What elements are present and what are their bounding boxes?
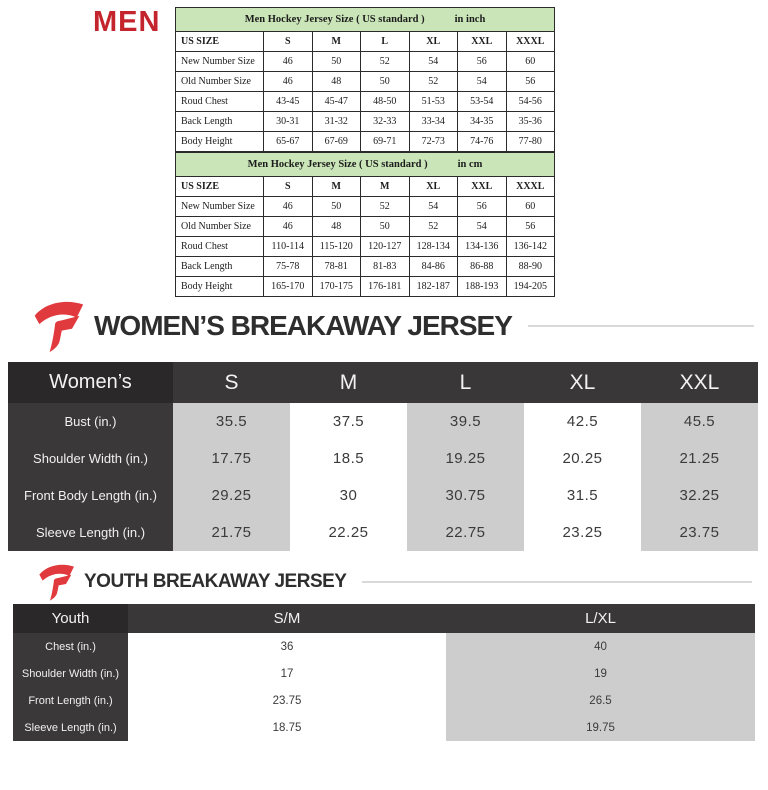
value-cell: 29.25 — [173, 477, 290, 514]
row-label-cell: New Number Size — [176, 197, 264, 217]
header-row — [13, 604, 755, 633]
value-cell: 165-170 — [264, 277, 313, 297]
table-corner-header: Youth — [13, 604, 128, 633]
value-cell: 32.25 — [641, 477, 758, 514]
value-cell: 134-136 — [458, 237, 507, 257]
table-row — [13, 660, 755, 687]
men-table-row — [176, 177, 555, 197]
row-label-cell: Shoulder Width (in.) — [13, 660, 128, 687]
value-cell: 170-175 — [312, 277, 361, 297]
value-cell: 50 — [361, 217, 410, 237]
value-cell: 54 — [409, 197, 458, 217]
value-cell: S — [264, 177, 313, 197]
value-cell: 74-76 — [458, 132, 507, 152]
value-cell: 43-45 — [264, 92, 313, 112]
value-cell: 19 — [446, 660, 755, 687]
value-cell: 52 — [409, 217, 458, 237]
value-cell: XXL — [458, 32, 507, 52]
value-cell: 136-142 — [506, 237, 555, 257]
table-row — [13, 687, 755, 714]
men-table-row — [176, 52, 555, 72]
value-cell: 21.75 — [173, 514, 290, 551]
men-table-title: Men Hockey Jersey Size ( US standard ) — [247, 159, 428, 170]
value-cell: M — [312, 177, 361, 197]
men-table-row — [176, 197, 555, 217]
value-cell: 52 — [361, 52, 410, 72]
row-label-cell: Back Length — [176, 112, 264, 132]
value-cell: XL — [409, 177, 458, 197]
value-cell: 21.25 — [641, 440, 758, 477]
value-cell: M — [312, 32, 361, 52]
table-row — [13, 633, 755, 660]
value-cell: 67-69 — [312, 132, 361, 152]
value-cell: 188-193 — [458, 277, 507, 297]
value-cell: 45-47 — [312, 92, 361, 112]
value-cell: 36 — [128, 633, 446, 660]
value-cell: 37.5 — [290, 403, 407, 440]
value-cell: 45.5 — [641, 403, 758, 440]
row-label-cell: Body Height — [176, 277, 264, 297]
men-table-row — [176, 277, 555, 297]
value-cell: 50 — [312, 52, 361, 72]
value-cell: L — [361, 32, 410, 52]
value-cell: S — [264, 32, 313, 52]
value-cell: 17.75 — [173, 440, 290, 477]
row-label-cell: Body Height — [176, 132, 264, 152]
value-cell: 176-181 — [361, 277, 410, 297]
value-cell: 39.5 — [407, 403, 524, 440]
row-label-cell: Roud Chest — [176, 237, 264, 257]
header-row — [8, 362, 758, 403]
youth-section-title: YOUTH BREAKAWAY JERSEY — [84, 571, 347, 592]
value-cell: 32-33 — [361, 112, 410, 132]
value-cell: 182-187 — [409, 277, 458, 297]
men-table-row — [176, 32, 555, 52]
men-size-tables — [175, 7, 554, 297]
value-cell: 22.25 — [290, 514, 407, 551]
value-cell: 65-67 — [264, 132, 313, 152]
table-row — [13, 714, 755, 741]
value-cell: XXXL — [506, 32, 555, 52]
value-cell: 18.5 — [290, 440, 407, 477]
row-label-cell: Front Length (in.) — [13, 687, 128, 714]
value-cell: 42.5 — [524, 403, 641, 440]
men-table-title-row — [176, 153, 555, 177]
value-cell: 110-114 — [264, 237, 313, 257]
value-cell: 35.5 — [173, 403, 290, 440]
value-cell: 46 — [264, 197, 313, 217]
size-column-header: S — [173, 362, 290, 403]
men-table-title: Men Hockey Jersey Size ( US standard ) — [244, 14, 425, 25]
value-cell: 20.25 — [524, 440, 641, 477]
womens-size-table — [8, 362, 758, 551]
value-cell: 54 — [458, 217, 507, 237]
value-cell: 115-120 — [312, 237, 361, 257]
size-column-header: S/M — [128, 604, 446, 633]
size-column-header: L/XL — [446, 604, 755, 633]
row-label-cell: Old Number Size — [176, 72, 264, 92]
value-cell: 48 — [312, 72, 361, 92]
value-cell: 56 — [506, 217, 555, 237]
table-row — [8, 477, 758, 514]
men-size-table-inch — [175, 7, 555, 152]
value-cell: XXXL — [506, 177, 555, 197]
row-label-cell: Sleeve Length (in.) — [13, 714, 128, 741]
value-cell: 48-50 — [361, 92, 410, 112]
divider-line — [362, 581, 752, 583]
value-cell: 23.75 — [128, 687, 446, 714]
value-cell: 30-31 — [264, 112, 313, 132]
men-table-row — [176, 237, 555, 257]
value-cell: 30 — [290, 477, 407, 514]
value-cell: 51-53 — [409, 92, 458, 112]
row-label-cell: Back Length — [176, 257, 264, 277]
value-cell: 69-71 — [361, 132, 410, 152]
value-cell: 56 — [458, 197, 507, 217]
men-table-title-row — [176, 8, 555, 32]
value-cell: 35-36 — [506, 112, 555, 132]
men-table-unit: in cm — [457, 159, 483, 170]
row-label-cell: Old Number Size — [176, 217, 264, 237]
value-cell: 56 — [506, 72, 555, 92]
value-cell: 46 — [264, 52, 313, 72]
row-label-cell: Sleeve Length (in.) — [8, 514, 173, 551]
value-cell: 77-80 — [506, 132, 555, 152]
value-cell: 50 — [361, 72, 410, 92]
men-table-row — [176, 112, 555, 132]
value-cell: 81-83 — [361, 257, 410, 277]
womens-section-header — [30, 297, 758, 355]
value-cell: 88-90 — [506, 257, 555, 277]
youth-section-header — [36, 558, 756, 606]
value-cell: 60 — [506, 197, 555, 217]
value-cell: 78-81 — [312, 257, 361, 277]
value-cell: 52 — [409, 72, 458, 92]
value-cell: 26.5 — [446, 687, 755, 714]
youth-size-table — [13, 604, 755, 741]
row-label-cell: Shoulder Width (in.) — [8, 440, 173, 477]
fanatics-logo-icon — [30, 298, 86, 354]
value-cell: XXL — [458, 177, 507, 197]
value-cell: 17 — [128, 660, 446, 687]
womens-section-title: WOMEN’S BREAKAWAY JERSEY — [94, 310, 512, 341]
value-cell: XL — [409, 32, 458, 52]
men-table-row — [176, 132, 555, 152]
row-label-cell: Chest (in.) — [13, 633, 128, 660]
men-section-label: MEN — [93, 6, 161, 38]
value-cell: 46 — [264, 72, 313, 92]
size-column-header: L — [407, 362, 524, 403]
value-cell: 54 — [409, 52, 458, 72]
value-cell: 31.5 — [524, 477, 641, 514]
value-cell: 72-73 — [409, 132, 458, 152]
value-cell: 22.75 — [407, 514, 524, 551]
row-label-cell: US SIZE — [176, 32, 264, 52]
size-column-header: XXL — [641, 362, 758, 403]
value-cell: 56 — [458, 52, 507, 72]
value-cell: 30.75 — [407, 477, 524, 514]
row-label-cell: Front Body Length (in.) — [8, 477, 173, 514]
men-table-row — [176, 92, 555, 112]
value-cell: 19.25 — [407, 440, 524, 477]
value-cell: 40 — [446, 633, 755, 660]
men-size-table-cm — [175, 152, 555, 297]
value-cell: 31-32 — [312, 112, 361, 132]
row-label-cell: Bust (in.) — [8, 403, 173, 440]
value-cell: 19.75 — [446, 714, 755, 741]
value-cell: 18.75 — [128, 714, 446, 741]
value-cell: 50 — [312, 197, 361, 217]
value-cell: 33-34 — [409, 112, 458, 132]
value-cell: 23.75 — [641, 514, 758, 551]
size-column-header: M — [290, 362, 407, 403]
divider-line — [528, 325, 754, 327]
size-column-header: XL — [524, 362, 641, 403]
men-table-unit: in inch — [454, 14, 486, 25]
value-cell: 75-78 — [264, 257, 313, 277]
value-cell: 60 — [506, 52, 555, 72]
row-label-cell: New Number Size — [176, 52, 264, 72]
value-cell: 120-127 — [361, 237, 410, 257]
value-cell: M — [361, 177, 410, 197]
value-cell: 86-88 — [458, 257, 507, 277]
value-cell: 52 — [361, 197, 410, 217]
row-label-cell: US SIZE — [176, 177, 264, 197]
value-cell: 53-54 — [458, 92, 507, 112]
men-table-row — [176, 72, 555, 92]
fanatics-logo-icon — [36, 562, 76, 602]
value-cell: 46 — [264, 217, 313, 237]
table-row — [8, 403, 758, 440]
table-row — [8, 440, 758, 477]
value-cell: 194-205 — [506, 277, 555, 297]
value-cell: 48 — [312, 217, 361, 237]
men-table-row — [176, 217, 555, 237]
table-corner-header: Women’s — [8, 362, 173, 403]
table-row — [8, 514, 758, 551]
men-table-row — [176, 257, 555, 277]
value-cell: 54 — [458, 72, 507, 92]
value-cell: 54-56 — [506, 92, 555, 112]
value-cell: 84-86 — [409, 257, 458, 277]
value-cell: 34-35 — [458, 112, 507, 132]
value-cell: 128-134 — [409, 237, 458, 257]
value-cell: 23.25 — [524, 514, 641, 551]
row-label-cell: Roud Chest — [176, 92, 264, 112]
